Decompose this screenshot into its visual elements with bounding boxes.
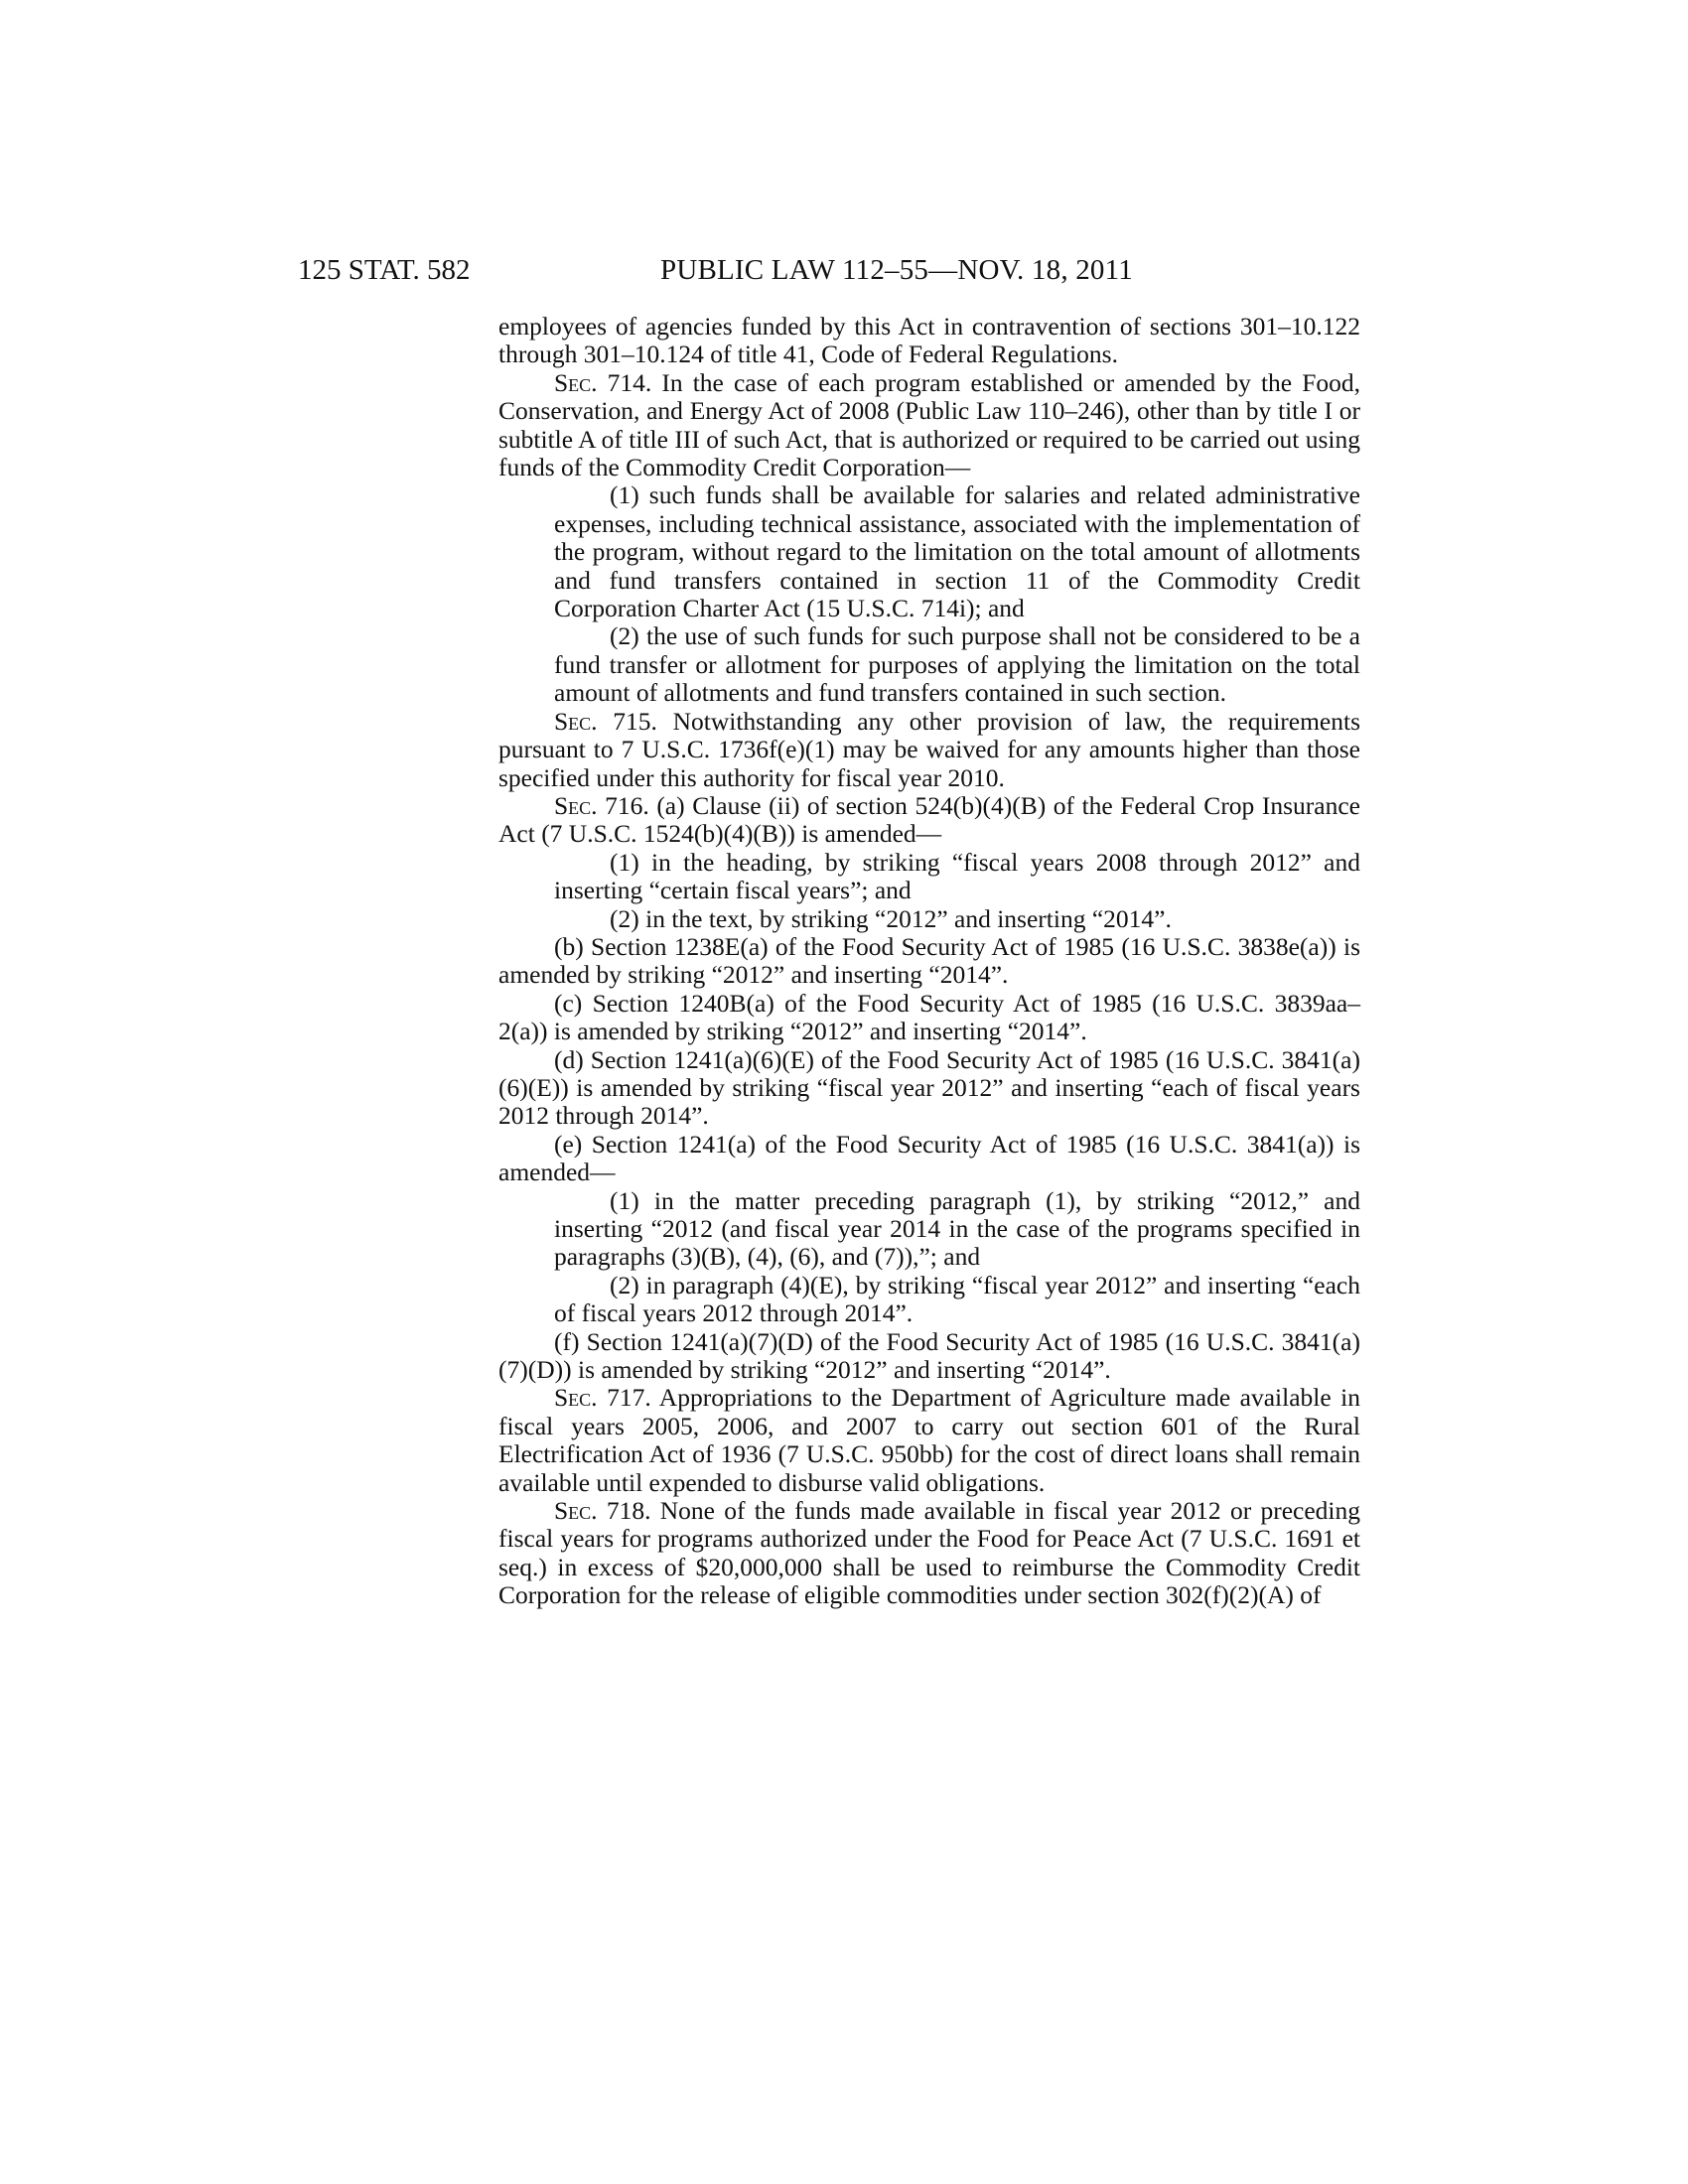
section-716-a-paragraph-1: (1) in the heading, by striking “fiscal years 2008 through 2012” and inserting “certain fiscal years”; and <box>554 847 1360 905</box>
section-716: Sec. 716. (a) Clause (ii) of section 524(b)(4)(B) of the Federal Crop Insurance Act (7 U.S.C. 1524(b)(4)(B)) is amended— <box>498 790 1360 849</box>
statute-page-reference: 125 STAT. 582 <box>298 254 471 286</box>
section-718: Sec. 718. None of the funds made available in fiscal year 2012 or preceding fiscal years for programs authorized under the Food for Peace Act (7 U.S.C. 1691 et seq.) in excess of $20,000,000 shall be used to reimburse the Commodity Credit Corporation for the release of eligible commodities under section 302(f)(2)(A) of <box>498 1496 1360 1610</box>
section-716-c: (c) Section 1240B(a) of the Food Security Act of 1985 (16 U.S.C. 3839aa–2(a)) is amended by striking “2012” and inserting “2014”. <box>498 988 1360 1046</box>
section-716-f: (f) Section 1241(a)(7)(D) of the Food Security Act of 1985 (16 U.S.C. 3841(a)(7)(D)) is amended by striking “2012” and inserting “2014”. <box>498 1326 1360 1385</box>
section-label: Sec. <box>554 367 598 397</box>
section-716-a-paragraph-2: (2) in the text, by striking “2012” and inserting “2014”. <box>610 903 1172 933</box>
public-law-title: PUBLIC LAW 112–55—NOV. 18, 2011 <box>660 254 1133 286</box>
section-label: Sec. <box>554 1496 598 1526</box>
body-text <box>498 313 1360 1610</box>
section-714-paragraph-1: (1) such funds shall be available for salaries and related administrative expenses, including technical assistance, associated with the implementation of the program, without regard to the limitation on the total amount of allotments and fund transfers contained in section 11 of the Commodity Credit Corporation Charter Act (15 U.S.C. 714i); and <box>554 480 1360 623</box>
paragraph-continuation: employees of agencies funded by this Act in contravention of sections 301–10.122 through 301–10.124 of title 41, Code of Federal Regulations. <box>498 312 1360 369</box>
section-714-paragraph-2: (2) the use of such funds for such purpose shall not be considered to be a fund transfer or allotment for purposes of applying the limitation on the total amount of allotments and fund transfers contained in such section. <box>554 621 1360 708</box>
section-717: Sec. 717. Appropriations to the Department of Agriculture made available in fiscal years 2005, 2006, and 2007 to carry out section 601 of the Rural Electrification Act of 1936 (7 U.S.C. 950bb) for the cost of direct loans shall remain available until expended to disburse valid obligations. <box>498 1383 1360 1497</box>
section-716-e: (e) Section 1241(a) of the Food Security Act of 1985 (16 U.S.C. 3841(a)) is amended— <box>498 1129 1360 1187</box>
section-716-d: (d) Section 1241(a)(6)(E) of the Food Security Act of 1985 (16 U.S.C. 3841(a)(6)(E)) is amended by striking “fiscal year 2012” and inserting “each of fiscal years 2012 through 2014”. <box>498 1044 1360 1131</box>
section-714: Sec. 714. In the case of each program established or amended by the Food, Conservation, and Energy Act of 2008 (Public Law 110–246), other than by title I or subtitle A of title III of such Act, that is authorized or required to be carried out using funds of the Commodity Credit Corporation— <box>498 367 1360 482</box>
page-header <box>298 250 1390 290</box>
section-label: Sec. <box>554 1383 598 1413</box>
section-label: Sec. <box>554 790 598 820</box>
section-label: Sec. <box>554 706 598 736</box>
section-716-e-paragraph-1: (1) in the matter preceding paragraph (1), by striking “2012,” and inserting “2012 (and fiscal year 2014 in the case of the programs specified in paragraphs (3)(B), (4), (6), and (7)),”; and <box>554 1185 1360 1272</box>
section-716-b: (b) Section 1238E(a) of the Food Security Act of 1985 (16 U.S.C. 3838e(a)) is amended by striking “2012” and inserting “2014”. <box>498 931 1360 990</box>
section-716-e-paragraph-2: (2) in paragraph (4)(E), by striking “fiscal year 2012” and inserting “each of fiscal years 2012 through 2014”. <box>554 1270 1360 1328</box>
section-715: Sec. 715. Notwithstanding any other provision of law, the requirements pursuant to 7 U.S.C. 1736f(e)(1) may be waived for any amounts higher than those specified under this authority for fiscal year 2010. <box>498 706 1360 792</box>
